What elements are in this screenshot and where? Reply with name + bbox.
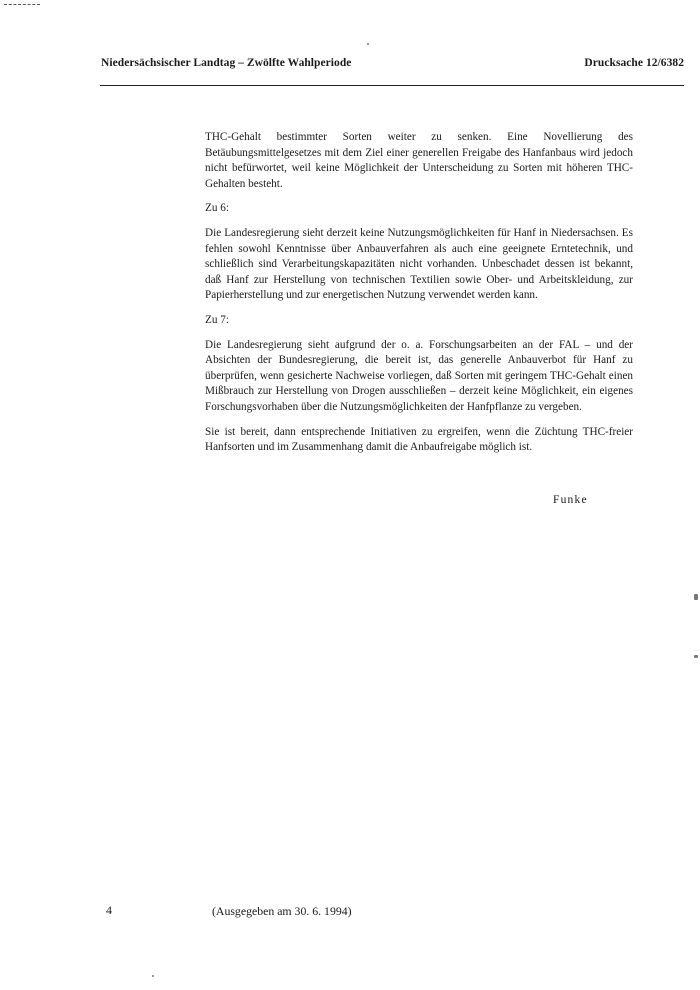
scan-mark xyxy=(4,4,40,5)
scan-speck xyxy=(152,975,154,977)
scan-speck xyxy=(694,594,698,600)
paragraph: Die Landesregierung sieht aufgrund der o. a. Forschungsarbeiten an der FAL – und der Absichten der Bundesregierung, die bereit ist, das generelle Anbauverbot für Hanf zu überprüfen, wenn gesicherte Nachweise vorliegen, daß Sorten mit geringem THC-Gehalt einen Mißbrauch zur Herstellung von Drogen ausschließen – derzeit keine Möglichkeit, ein eigenes Forschungsvorhaben über die Nutzungsmöglichkeiten der Hanfpflanze zu vergeben. xyxy=(205,338,633,413)
paragraph: THC-Gehalt bestimmter Sorten weiter zu senken. Eine Novellierung des Betäubungsmittelgesetzes mit dem Ziel einer generellen Freigabe des Hanfanbaus wird jedoch nicht befürwortet, weil keine Möglichkeit der Unterscheidung zu Sorten mit höheren THC-Gehalten besteht. xyxy=(205,131,633,190)
page-number: 4 xyxy=(106,903,112,917)
scan-speck xyxy=(694,655,698,658)
header-title: Niedersächsischer Landtag – Zwölfte Wahlperiode xyxy=(101,57,352,69)
paragraph: Sie ist bereit, dann entsprechende Initiativen zu ergreifen, wenn die Züchtung THC-freier Hanfsorten und im Zusammenhang damit die Anbaufreigabe möglich ist. xyxy=(205,425,633,454)
signature: Funke xyxy=(553,494,588,506)
section-heading: Zu 6: xyxy=(205,202,229,215)
header-divider xyxy=(100,85,684,86)
issue-date: (Ausgegeben am 30. 6. 1994) xyxy=(212,904,352,918)
body-text xyxy=(205,130,633,465)
paragraph: Die Landesregierung sieht derzeit keine Nutzungsmöglichkeiten für Hanf in Niedersachsen. Es fehlen sowohl Kenntnisse über Anbauverfahren als auch eine geeignete Erntetechnik, und schließlich sind Verarbeitungskapazitäten nicht vorhanden. Unbeschadet dessen ist bekannt, daß Hanf zur Herstellung von technischen Textilien sowie Ober- und Arbeitskleidung, zur Papierherstellung und zur energetischen Nutzung verwendet werden kann. xyxy=(205,226,633,302)
section-heading: Zu 7: xyxy=(205,313,229,326)
scan-speck xyxy=(367,43,369,45)
page-header xyxy=(101,57,684,73)
document-number: Drucksache 12/6382 xyxy=(584,57,684,69)
